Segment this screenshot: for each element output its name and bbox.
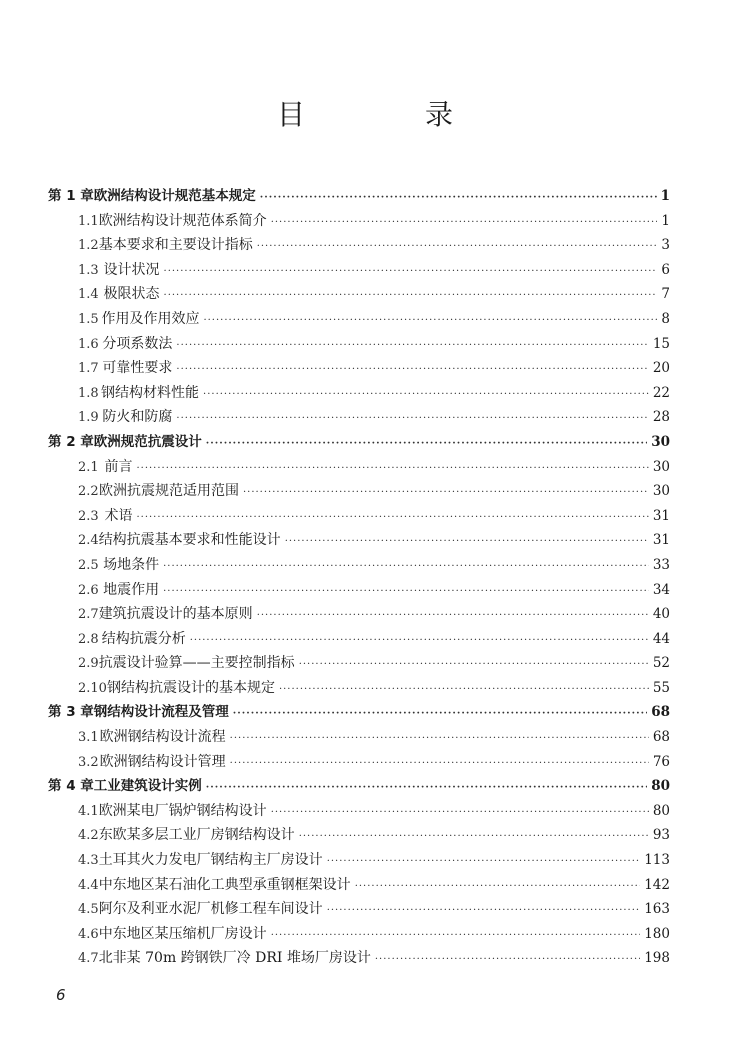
toc-entry-page: 30 xyxy=(652,483,670,500)
toc-entry-number: 2.7 xyxy=(78,607,99,623)
toc-section-entry[interactable] xyxy=(48,356,670,381)
toc-section-entry[interactable] xyxy=(48,209,670,234)
toc-entry-page: 40 xyxy=(652,606,670,623)
toc-entry-page: 34 xyxy=(652,581,670,598)
toc-entry-number: 1.3 xyxy=(78,262,99,278)
toc-entry-title: 欧洲抗震规范适用范围 xyxy=(98,483,239,500)
toc-entry-number: 1.9 xyxy=(78,410,99,426)
toc-entry-page: 44 xyxy=(652,630,670,647)
dot-leader xyxy=(163,580,649,605)
toc-entry-number: 2.8 xyxy=(78,631,99,647)
toc-entry-page: 7 xyxy=(661,286,670,303)
toc-entry-page: 31 xyxy=(652,507,670,524)
toc-entry-title: 钢结构设计流程及管理 xyxy=(93,704,229,721)
dot-leader xyxy=(176,334,648,359)
dot-leader xyxy=(271,801,649,826)
toc-section-entry[interactable] xyxy=(48,799,670,824)
toc-entry-title: 工业建筑设计实例 xyxy=(93,778,202,795)
toc-entry-title: 钢结构抗震设计的基本规定 xyxy=(106,679,275,696)
dot-leader xyxy=(206,432,647,457)
toc-entry-page: 68 xyxy=(652,729,670,746)
toc-entry-page: 180 xyxy=(644,925,670,942)
toc-entry-title: 欧洲某电厂锅炉钢结构设计 xyxy=(98,802,267,819)
toc-entry-title: 欧洲规范抗震设计 xyxy=(93,433,202,450)
toc-section-entry[interactable] xyxy=(48,455,670,480)
toc-entry-page: 142 xyxy=(644,876,670,893)
toc-entry-page: 20 xyxy=(652,360,670,377)
toc-entry-number: 第 3 章 xyxy=(48,704,94,721)
dot-leader xyxy=(299,825,649,850)
toc-section-entry[interactable] xyxy=(48,479,670,504)
toc-entry-title: 北非某 70m 跨钢铁厂冷 DRI 堆场厂房设计 xyxy=(98,950,371,967)
toc-entry-page: 76 xyxy=(652,753,670,770)
toc-section-entry[interactable] xyxy=(48,578,670,603)
toc-entry-title: 设计状况 xyxy=(103,261,160,278)
toc-section-entry[interactable] xyxy=(48,946,670,971)
dot-leader xyxy=(257,604,649,629)
toc-entry-number: 2.2 xyxy=(78,484,99,500)
toc-entry-title: 极限状态 xyxy=(103,286,160,303)
toc-entry-number: 4.1 xyxy=(78,803,99,819)
toc-section-entry[interactable] xyxy=(48,602,670,627)
toc-entry-number: 4.3 xyxy=(78,853,99,869)
toc-entry-title: 分项系数法 xyxy=(102,335,173,352)
toc-section-entry[interactable] xyxy=(48,282,670,307)
dot-leader xyxy=(230,727,649,752)
toc-section-entry[interactable] xyxy=(48,504,670,529)
toc-entry-number: 1.1 xyxy=(78,213,99,229)
toc-section-entry[interactable] xyxy=(48,332,670,357)
toc-entry-number: 第 2 章 xyxy=(48,433,94,450)
toc-section-entry[interactable] xyxy=(48,750,670,775)
dot-leader xyxy=(279,678,649,703)
toc-entry-title: 防火和防腐 xyxy=(102,409,173,426)
toc-entry-page: 8 xyxy=(661,310,670,327)
toc-entry-number: 4.5 xyxy=(78,902,99,918)
toc-entry-title: 可靠性要求 xyxy=(102,360,173,377)
dot-leader xyxy=(203,383,649,408)
toc-entry-page: 30 xyxy=(652,458,670,475)
toc-section-entry[interactable] xyxy=(48,922,670,947)
dot-leader xyxy=(176,358,648,383)
dot-leader xyxy=(257,235,658,260)
toc-section-entry[interactable] xyxy=(48,725,670,750)
toc-entry-number: 2.1 xyxy=(78,459,99,475)
dot-leader xyxy=(164,284,658,309)
toc-entry-title: 地震作用 xyxy=(103,581,160,598)
toc-entry-number: 2.9 xyxy=(78,656,99,672)
toc-entry-page: 113 xyxy=(644,852,670,869)
page-title: 目 录 xyxy=(276,98,499,131)
dot-leader xyxy=(233,702,647,727)
toc-entry-title: 欧洲钢结构设计管理 xyxy=(99,753,226,770)
toc-entry-title: 欧洲结构设计规范体系简介 xyxy=(98,212,267,229)
toc-entry-number: 4.7 xyxy=(78,951,99,967)
dot-leader xyxy=(355,875,641,900)
toc-chapter-entry[interactable] xyxy=(48,774,670,799)
toc-entry-page: 198 xyxy=(644,950,670,967)
dot-leader xyxy=(271,924,641,949)
toc-entry-page: 80 xyxy=(652,802,670,819)
toc-entry-number: 2.4 xyxy=(78,533,99,549)
dot-leader xyxy=(327,899,641,924)
toc-entry-title: 钢结构材料性能 xyxy=(101,384,200,401)
dot-leader xyxy=(285,530,649,555)
toc-section-entry[interactable] xyxy=(48,405,670,430)
toc-entry-number: 1.7 xyxy=(78,361,99,377)
toc-section-entry[interactable] xyxy=(48,233,670,258)
table-of-contents xyxy=(48,184,670,971)
toc-entry-page: 33 xyxy=(652,556,670,573)
toc-entry-title: 前言 xyxy=(104,458,133,475)
toc-section-entry[interactable] xyxy=(48,627,670,652)
toc-entry-number: 1.4 xyxy=(78,287,99,303)
toc-entry-title: 中东地区某石油化工典型承重钢框架设计 xyxy=(98,876,351,893)
toc-entry-page: 3 xyxy=(661,237,670,254)
toc-entry-number: 1.5 xyxy=(78,311,99,327)
toc-entry-title: 场地条件 xyxy=(103,556,160,573)
toc-section-entry[interactable] xyxy=(48,848,670,873)
dot-leader xyxy=(206,776,647,801)
dot-leader xyxy=(243,481,649,506)
toc-section-entry[interactable] xyxy=(48,651,670,676)
dot-leader xyxy=(164,260,658,285)
toc-entry-page: 80 xyxy=(651,778,670,795)
toc-entry-number: 4.6 xyxy=(78,926,99,942)
toc-entry-page: 163 xyxy=(644,901,670,918)
toc-entry-number: 1.6 xyxy=(78,336,99,352)
toc-entry-page: 52 xyxy=(652,655,670,672)
toc-section-entry[interactable] xyxy=(48,307,670,332)
toc-entry-title: 建筑抗震设计的基本原则 xyxy=(98,606,253,623)
toc-entry-number: 2.5 xyxy=(78,557,99,573)
toc-entry-page: 28 xyxy=(652,409,670,426)
toc-entry-number: 第 4 章 xyxy=(48,778,94,795)
dot-leader xyxy=(190,629,649,654)
toc-entry-title: 东欧某多层工业厂房钢结构设计 xyxy=(98,827,295,844)
toc-entry-number: 2.3 xyxy=(78,508,99,524)
toc-entry-title: 作用及作用效应 xyxy=(101,310,200,327)
dot-leader xyxy=(299,653,649,678)
toc-entry-page: 93 xyxy=(652,827,670,844)
toc-entry-page: 1 xyxy=(661,212,670,229)
dot-leader xyxy=(271,211,658,236)
toc-section-entry[interactable] xyxy=(48,553,670,578)
dot-leader xyxy=(136,506,648,531)
toc-entry-page: 68 xyxy=(651,704,670,721)
toc-chapter-entry[interactable] xyxy=(48,430,670,455)
toc-section-entry[interactable] xyxy=(48,897,670,922)
toc-entry-number: 2.10 xyxy=(78,680,107,696)
toc-entry-title: 结构抗震基本要求和性能设计 xyxy=(98,532,281,549)
toc-entry-title: 阿尔及利亚水泥厂机修工程车间设计 xyxy=(98,901,323,918)
toc-section-entry[interactable] xyxy=(48,381,670,406)
toc-entry-number: 3.2 xyxy=(78,754,99,770)
toc-entry-title: 结构抗震分析 xyxy=(101,630,186,647)
toc-entry-title: 基本要求和主要设计指标 xyxy=(98,237,253,254)
dot-leader xyxy=(375,948,640,973)
toc-entry-title: 抗震设计验算——主要控制指标 xyxy=(98,655,295,672)
toc-entry-page: 1 xyxy=(660,188,670,204)
toc-entry-title: 欧洲钢结构设计流程 xyxy=(99,729,226,746)
toc-entry-title: 中东地区某压缩机厂房设计 xyxy=(98,925,267,942)
toc-entry-number: 1.2 xyxy=(78,238,99,254)
toc-entry-number: 1.8 xyxy=(78,385,99,401)
dot-leader xyxy=(163,555,649,580)
dot-leader xyxy=(176,407,648,432)
toc-entry-page: 55 xyxy=(652,679,670,696)
toc-entry-page: 31 xyxy=(652,532,670,549)
toc-section-entry[interactable] xyxy=(48,873,670,898)
dot-leader xyxy=(203,309,657,334)
dot-leader xyxy=(136,457,648,482)
dot-leader xyxy=(230,752,649,777)
page-number: 6 xyxy=(56,986,66,1004)
toc-entry-number: 3.1 xyxy=(78,730,99,746)
toc-entry-title: 术语 xyxy=(104,507,133,524)
toc-entry-page: 30 xyxy=(651,433,670,450)
toc-entry-page: 22 xyxy=(652,384,670,401)
toc-section-entry[interactable] xyxy=(48,528,670,553)
toc-entry-number: 第 1 章 xyxy=(48,188,94,204)
toc-entry-title: 土耳其火力发电厂钢结构主厂房设计 xyxy=(98,852,323,869)
toc-entry-title: 欧洲结构设计规范基本规定 xyxy=(93,188,256,204)
toc-chapter-entry[interactable] xyxy=(48,700,670,725)
toc-entry-number: 4.2 xyxy=(78,828,99,844)
dot-leader xyxy=(327,850,641,875)
toc-entry-number: 2.6 xyxy=(78,582,99,598)
toc-entry-page: 6 xyxy=(661,261,670,278)
toc-section-entry[interactable] xyxy=(48,676,670,701)
toc-entry-page: 15 xyxy=(652,335,670,352)
toc-entry-number: 4.4 xyxy=(78,877,99,893)
dot-leader xyxy=(260,186,657,211)
toc-section-entry[interactable] xyxy=(48,258,670,283)
toc-section-entry[interactable] xyxy=(48,823,670,848)
toc-chapter-entry[interactable] xyxy=(48,184,670,209)
